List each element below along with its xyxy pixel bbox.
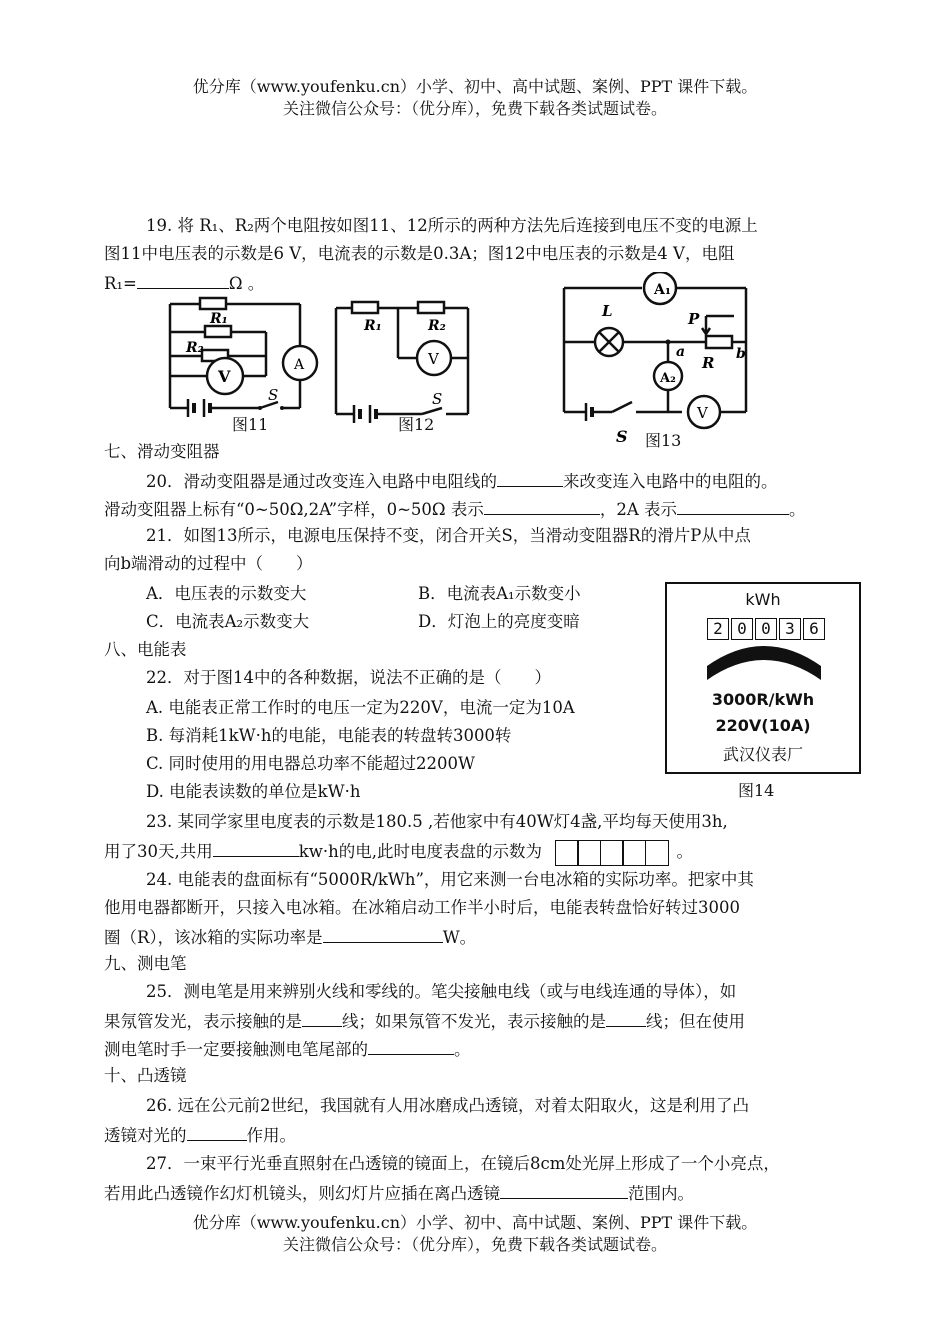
figure-12-caption: 图12 bbox=[398, 415, 435, 434]
fig12-switch-label: S bbox=[432, 390, 443, 408]
q24-blank[interactable] bbox=[323, 924, 443, 943]
fig13-rheostat-label: R bbox=[702, 354, 715, 372]
q21-option-a[interactable]: A．电压表的示数变大 bbox=[146, 584, 307, 603]
q25-line2 bbox=[104, 1008, 745, 1034]
page-footer-line2: 关注微信公众号：（优分库），免费下载各类试题试卷。 bbox=[282, 1235, 667, 1254]
meter-digit: 0 bbox=[755, 618, 777, 640]
junction-dot bbox=[666, 340, 671, 345]
q25-text-c: 线；但在使用 bbox=[646, 1012, 745, 1031]
q27-blank[interactable] bbox=[500, 1180, 628, 1199]
page-header-line1: 优分库（www.youfenku.cn）小学、初中、高中试题、案例、PPT 课件下载。 bbox=[192, 77, 758, 96]
q20-line2 bbox=[104, 496, 806, 522]
q26-line2 bbox=[104, 1122, 296, 1148]
q27-text-a: 若用此凸透镜作幻灯机镜头，则幻灯片应插在离凸透镜 bbox=[104, 1184, 500, 1203]
q19-answer-blank[interactable] bbox=[137, 270, 229, 289]
q19-unit: Ω 。 bbox=[228, 274, 265, 293]
switch-pivot bbox=[258, 406, 262, 410]
figure-13-circuit bbox=[556, 272, 756, 448]
page-header-line2: 关注微信公众号：（优分库），免费下载各类试题试卷。 bbox=[282, 99, 667, 118]
meter-dial-window bbox=[705, 646, 823, 682]
fig12-r1-label: R₁ bbox=[364, 318, 382, 334]
q24-text-a: 圈（R），该冰箱的实际功率是 bbox=[104, 928, 323, 947]
q25-text-a: 果氖管发光，表示接触的是 bbox=[104, 1012, 302, 1031]
q20-blank-2[interactable] bbox=[484, 496, 600, 515]
figure-13-caption: 图13 bbox=[645, 431, 682, 450]
q24-text-b: W。 bbox=[442, 928, 477, 947]
q21-option-c[interactable]: C．电流表A₂示数变大 bbox=[146, 612, 310, 631]
q23-line2 bbox=[104, 838, 693, 866]
q19-line2: 图11中电压表的示数是6 V，电流表的示数是0.3A；图12中电压表的示数是4 V，电阻 bbox=[104, 244, 735, 263]
q22-option-a[interactable]: A. 电能表正常工作时的电压一定为220V，电流一定为10A bbox=[146, 698, 575, 717]
page-footer-line1: 优分库（www.youfenku.cn）小学、初中、高中试题、案例、PPT 课件下载。 bbox=[192, 1213, 758, 1232]
q25-line1: 25．测电笔是用来辨别火线和零线的。笔尖接触电线（或与电线连通的导体），如 bbox=[146, 982, 737, 1001]
fig13-lamp-label: L bbox=[602, 302, 613, 320]
fig11-r1-label: R₁ bbox=[210, 311, 228, 327]
q21-line1: 21．如图13所示，电源电压保持不变，闭合开关S，当滑动变阻器R的滑片P从中点 bbox=[146, 526, 751, 545]
q19-line1: 19. 将 R₁、R₂两个电阻按如图11、12所示的两种方法先后连接到电压不变的电源上 bbox=[146, 216, 758, 235]
fig13-point-b-label: b bbox=[736, 346, 746, 362]
q20-line1 bbox=[146, 468, 778, 494]
fig13-switch-label: S bbox=[616, 427, 628, 446]
meter-maker: 武汉仪表厂 bbox=[722, 745, 803, 764]
q20-text-c: 滑动变阻器上标有“0~50Ω,2A”字样，0~50Ω 表示 bbox=[104, 500, 484, 519]
q27-line2 bbox=[104, 1180, 694, 1206]
meter-digit: 6 bbox=[803, 618, 825, 640]
q23-text-b: kw·h的电,此时电度表盘的示数为 bbox=[298, 842, 542, 861]
meter-digit: 3 bbox=[779, 618, 801, 640]
q22-line1: 22．对于图14中的各种数据，说法不正确的是（ ） bbox=[146, 668, 551, 687]
meter-rev-rating: 3000R/kWh bbox=[711, 690, 815, 709]
q27-line1: 27．一束平行光垂直照射在凸透镜的镜面上，在镜后8cm处光屏上形成了一个小亮点， bbox=[146, 1154, 780, 1173]
q25-text-d: 测电笔时手一定要接触测电笔尾部的 bbox=[104, 1040, 368, 1059]
q23-text-c: 。 bbox=[676, 842, 693, 861]
meter-digit-row bbox=[707, 618, 827, 640]
q25-text-e: 。 bbox=[454, 1040, 471, 1059]
q26-text-b: 作用。 bbox=[246, 1126, 296, 1145]
q20-text-e: 。 bbox=[789, 500, 806, 519]
switch-contact bbox=[280, 406, 284, 410]
q25-blank-2[interactable] bbox=[606, 1008, 646, 1027]
q21-option-b[interactable]: B．电流表A₁示数变小 bbox=[418, 584, 581, 603]
fig13-a2-label: A₂ bbox=[660, 371, 676, 386]
q23-digit-boxes[interactable] bbox=[556, 840, 669, 866]
q23-blank-1[interactable] bbox=[213, 838, 299, 857]
fig11-r2-label: R₂ bbox=[186, 340, 204, 356]
q24-line3 bbox=[104, 924, 476, 950]
q24-line1: 24. 电能表的盘面标有“5000R/kWh”，用它来测一台电冰箱的实际功率。把家中其 bbox=[146, 870, 754, 889]
fig13-voltmeter-label: V bbox=[697, 404, 708, 422]
fig11-voltmeter-label: V bbox=[218, 367, 231, 386]
section-7-title: 七、滑动变阻器 bbox=[104, 442, 220, 461]
fig12-voltmeter-label: V bbox=[428, 350, 439, 368]
meter-digit: 0 bbox=[731, 618, 753, 640]
figure-14-meter bbox=[665, 582, 861, 774]
meter-voltage-rating: 220V(10A) bbox=[715, 716, 811, 735]
q19-line3 bbox=[104, 270, 264, 296]
section-10-title: 十、凸透镜 bbox=[104, 1066, 187, 1085]
q25-text-b: 线；如果氖管不发光，表示接触的是 bbox=[342, 1012, 606, 1031]
q27-text-b: 范围内。 bbox=[628, 1184, 694, 1203]
q20-text-a: 20．滑动变阻器是通过改变连入电路中电阻线的 bbox=[146, 472, 497, 491]
q22-option-d[interactable]: D. 电能表读数的单位是kW·h bbox=[146, 782, 361, 801]
q20-text-b: 来改变连入电路中的电阻的。 bbox=[563, 472, 778, 491]
fig13-slider-label: P bbox=[688, 310, 700, 328]
fig11-switch-label: S bbox=[268, 386, 279, 404]
figure-14-caption: 图14 bbox=[738, 781, 775, 800]
q20-text-d: ，2A 表示 bbox=[599, 500, 678, 519]
section-9-title: 九、测电笔 bbox=[104, 954, 187, 973]
q21-option-d[interactable]: D．灯泡上的亮度变暗 bbox=[418, 612, 580, 631]
fig12-r2-label: R₂ bbox=[428, 318, 446, 334]
fig13-a1-label: A₁ bbox=[654, 282, 671, 298]
q23-line1: 23. 某同学家里电度表的示数是180.5 ,若他家中有40W灯4盏,平均每天使用3h, bbox=[146, 812, 728, 831]
q25-blank-3[interactable] bbox=[368, 1036, 454, 1055]
q19-r1-label: R₁= bbox=[104, 274, 137, 293]
q21-line2: 向b端滑动的过程中（ ） bbox=[104, 554, 313, 573]
meter-digit: 2 bbox=[707, 618, 729, 640]
q20-blank-3[interactable] bbox=[677, 496, 789, 515]
fig13-point-a-label: a bbox=[676, 344, 686, 360]
fig11-ammeter-label: A bbox=[294, 357, 305, 373]
q25-line3 bbox=[104, 1036, 471, 1062]
q26-line1: 26. 远在公元前2世纪，我国就有人用冰磨成凸透镜，对着太阳取火，这是利用了凸 bbox=[146, 1096, 749, 1115]
q26-text-a: 透镜对光的 bbox=[104, 1126, 187, 1145]
q25-blank-1[interactable] bbox=[302, 1008, 342, 1027]
q26-blank[interactable] bbox=[187, 1122, 247, 1141]
q24-line2: 他用电器都断开，只接入电冰箱。在冰箱启动工作半小时后，电能表转盘恰好转过3000 bbox=[104, 898, 740, 917]
section-8-title: 八、电能表 bbox=[104, 640, 187, 659]
q22-option-b[interactable]: B. 每消耗1kW·h的电能，电能表的转盘转3000转 bbox=[146, 726, 512, 745]
q20-blank-1[interactable] bbox=[497, 468, 563, 487]
figure-11-caption: 图11 bbox=[232, 415, 269, 434]
q22-option-c[interactable]: C. 同时使用的用电器总功率不能超过2200W bbox=[146, 754, 475, 773]
meter-unit: kWh bbox=[745, 590, 781, 609]
q23-text-a: 用了30天,共用 bbox=[104, 842, 213, 861]
